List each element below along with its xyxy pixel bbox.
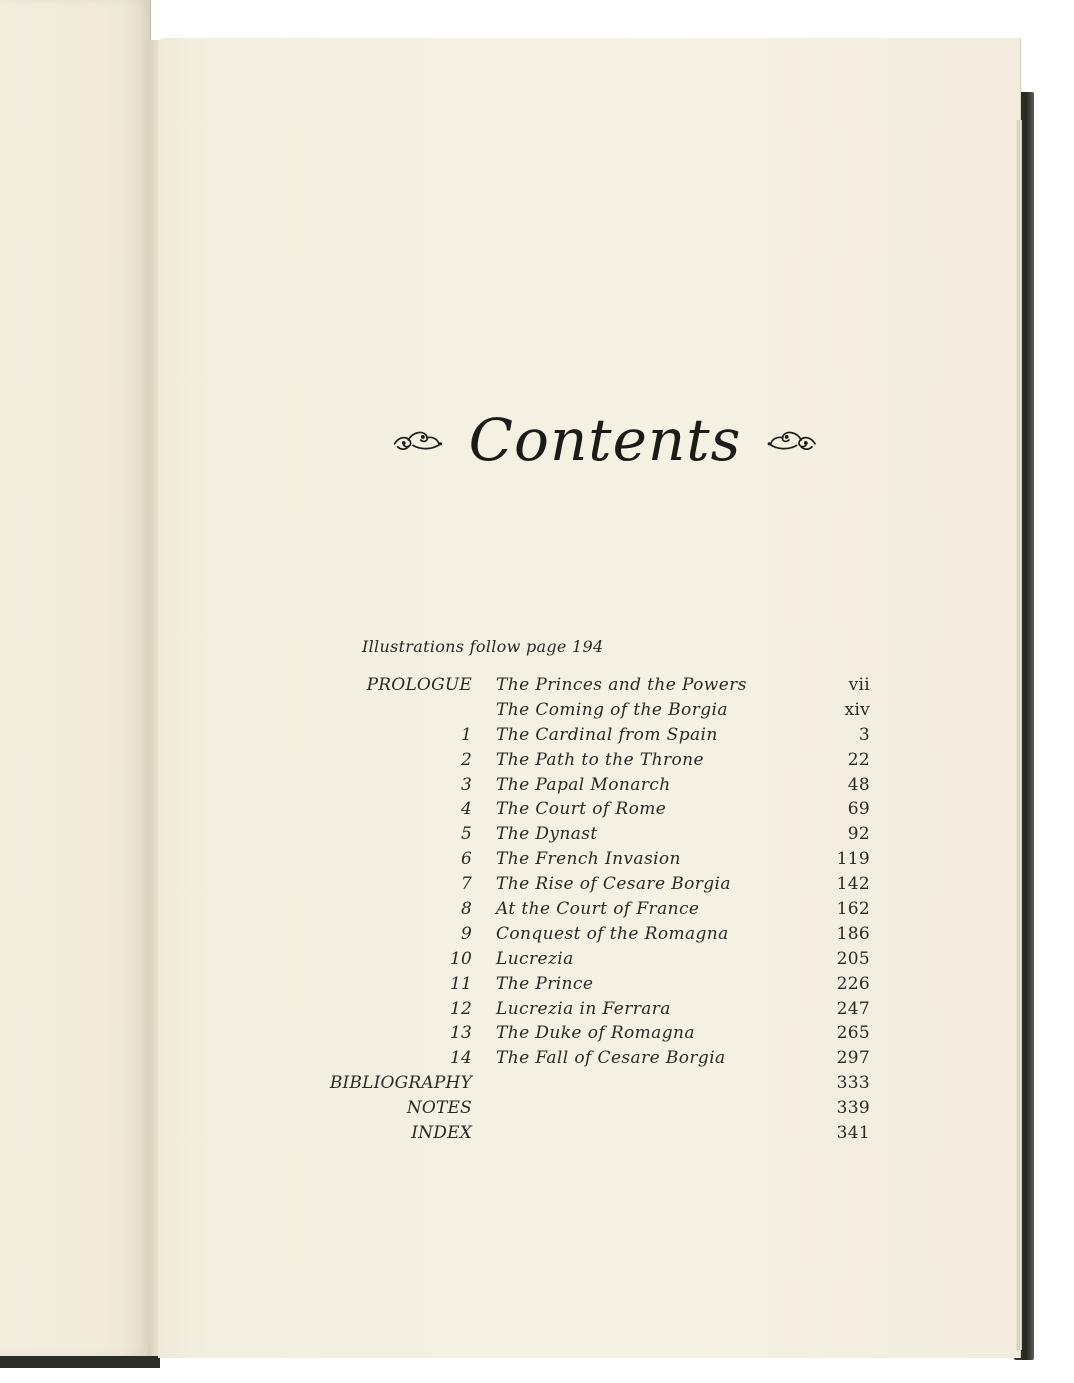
toc-entry-page: 22	[847, 749, 870, 770]
toc-entry-title: The Papal Monarch	[496, 774, 671, 795]
toc-entry	[300, 897, 880, 922]
toc-entry	[300, 947, 880, 972]
toc-entry-label: 10	[449, 948, 472, 969]
toc-entry	[300, 797, 880, 822]
toc-entry-page: 265	[836, 1023, 870, 1044]
toc-entry-label: 12	[449, 998, 472, 1019]
toc-entry	[300, 1096, 880, 1121]
toc-entry-page: 48	[847, 774, 870, 795]
toc-entry	[300, 822, 880, 847]
left-flourish-ornament-icon	[390, 423, 447, 457]
toc-entry-title: The Court of Rome	[496, 799, 667, 820]
toc-entry-page: 247	[836, 998, 870, 1019]
toc-entry-page: 119	[836, 849, 870, 870]
toc-entry-label: 13	[449, 1023, 472, 1044]
toc-entry-page: 142	[836, 874, 870, 895]
toc-entry-label: PROLOGUE	[366, 675, 472, 695]
page-title: Contents	[468, 406, 742, 474]
toc-entry	[300, 1046, 880, 1071]
toc-entry	[300, 1121, 880, 1146]
toc-entry	[300, 723, 880, 748]
toc-entry-title: The Path to the Throne	[496, 749, 704, 770]
toc-entry	[300, 997, 880, 1022]
toc-entry-title: Conquest of the Romagna	[496, 923, 729, 944]
toc-entry	[300, 1071, 880, 1096]
toc-entry-title: Lucrezia	[496, 948, 574, 969]
toc-entry	[300, 748, 880, 773]
toc-entry-title: The Prince	[496, 973, 594, 994]
toc-entry-page: 333	[836, 1073, 870, 1094]
toc-entry	[300, 698, 880, 723]
toc-entry-title: Lucrezia in Ferrara	[496, 998, 671, 1019]
toc-entry-label: 7	[460, 874, 472, 895]
toc-entry-label: 9	[460, 923, 472, 944]
right-flourish-ornament-icon	[763, 423, 820, 457]
page-edges	[1016, 120, 1022, 1350]
toc-entry-label: 6	[460, 849, 472, 870]
toc-entry-label: 8	[460, 899, 472, 920]
toc-entry-page: 205	[836, 948, 870, 969]
toc-entry	[300, 773, 880, 798]
contents-heading	[390, 400, 820, 480]
toc-entry-page: 92	[847, 824, 870, 845]
toc-entry-title: At the Court of France	[496, 899, 700, 920]
toc-entry	[300, 972, 880, 997]
illustrations-note: Illustrations follow page 194	[362, 637, 604, 656]
left-page	[0, 0, 151, 1356]
table-of-contents	[300, 673, 880, 1146]
toc-entry-title: The French Invasion	[496, 849, 681, 870]
toc-entry-page: 69	[847, 799, 870, 820]
toc-entry-title: The Duke of Romagna	[496, 1023, 695, 1044]
toc-entry-title: The Dynast	[496, 824, 598, 845]
toc-entry-page: 3	[858, 724, 870, 745]
toc-entry-label: INDEX	[411, 1123, 472, 1144]
toc-entry-title: The Fall of Cesare Borgia	[496, 1048, 726, 1069]
toc-entry-title: The Rise of Cesare Borgia	[496, 874, 731, 895]
toc-entry-page: 226	[836, 973, 870, 994]
toc-entry-title: The Cardinal from Spain	[496, 724, 718, 745]
toc-entry-title: The Princes and the Powers	[496, 675, 747, 695]
toc-entry-label: 1	[460, 724, 472, 745]
toc-entry-title: The Coming of the Borgia	[496, 699, 728, 720]
toc-entry-label: 3	[460, 774, 472, 795]
toc-entry-label: 14	[449, 1048, 472, 1069]
toc-entry-page: 162	[836, 899, 870, 920]
toc-entry-page: 297	[836, 1048, 870, 1069]
toc-entry	[300, 1021, 880, 1046]
toc-entry-page: xiv	[844, 699, 870, 720]
toc-entry-page: 341	[836, 1123, 870, 1144]
toc-entry-label: BIBLIOGRAPHY	[329, 1073, 472, 1094]
toc-entry-label: 4	[460, 799, 472, 820]
toc-entry	[300, 673, 880, 698]
toc-entry	[300, 872, 880, 897]
toc-entry	[300, 922, 880, 947]
toc-entry-page: 186	[836, 923, 870, 944]
toc-entry-label: NOTES	[406, 1098, 472, 1119]
toc-entry-label: 2	[460, 749, 472, 770]
toc-entry	[300, 847, 880, 872]
toc-entry-page: 339	[836, 1098, 870, 1119]
toc-entry-label: 11	[449, 973, 472, 994]
toc-entry-page: vii	[848, 675, 870, 695]
toc-entry-label: 5	[460, 824, 472, 845]
